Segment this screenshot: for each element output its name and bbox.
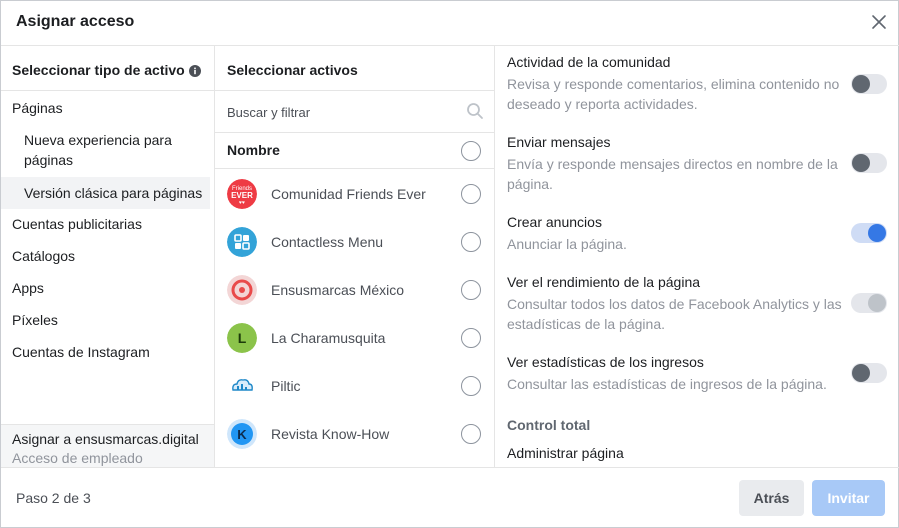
asset-row[interactable] [215,362,494,410]
asset-name: Ensusmarcas México [271,282,405,298]
asset-avatar [227,227,257,257]
asset-row[interactable] [215,266,494,314]
asset-row[interactable] [215,170,494,218]
toggle-knob [852,154,870,172]
dialog-title: Asignar acceso [16,13,135,30]
permission-title: Crear anuncios [507,214,602,230]
permission-description: Consultar las estadísticas de ingresos de la página. [507,376,827,392]
search-icon[interactable] [466,102,484,125]
toggle-knob [852,75,870,93]
close-icon[interactable] [868,11,890,33]
asset-radio[interactable] [461,424,481,444]
assignee-role: Acceso de empleado [12,450,143,466]
permission-description: Anunciar la página. [507,236,627,252]
asset-name: Revista Know-How [271,426,390,442]
svg-text:L: L [237,330,247,346]
permission-create-ads [507,212,897,254]
toggle-page-performance[interactable] [851,293,887,313]
dialog-header [1,1,899,45]
asset-radio[interactable] [461,184,481,204]
svg-text:EVER: EVER [231,191,253,200]
permission-title: Enviar mensajes [507,134,611,150]
nav-item-apps[interactable]: Apps [12,280,44,296]
asset-radio[interactable] [461,376,481,396]
divider [215,168,494,169]
permission-send-messages [507,132,897,194]
permission-title: Ver estadísticas de los ingresos [507,354,704,370]
asset-avatar [227,179,257,209]
search-input[interactable] [227,101,457,123]
asset-type-title-text: Seleccionar tipo de activo [12,62,185,78]
permission-description: Consultar todos los datos de Facebook Analytics y las estadísticas de la página. [507,296,842,332]
search-bar [215,91,494,132]
nav-item-version-clasica[interactable]: Versión clásica para páginas [1,177,210,209]
toggle-knob [868,224,886,242]
back-button[interactable]: Atrás [739,480,804,516]
asset-radio[interactable] [461,232,481,252]
permissions-panel [495,46,899,467]
nav-item-pixeles[interactable]: Píxeles [12,312,58,328]
assets-panel [215,46,494,467]
select-all-radio[interactable] [461,141,481,161]
nav-item-nueva-experiencia[interactable]: Nueva experiencia para páginas [24,132,172,168]
asset-avatar [227,323,257,353]
asset-name: Contactless Menu [271,234,384,250]
asset-type-title [12,62,201,80]
toggle-knob [868,294,886,312]
nav-item-cuentas-instagram[interactable]: Cuentas de Instagram [12,344,150,360]
divider [1,90,214,91]
manage-page-permission: Administrar página [507,445,624,461]
asset-row[interactable] [215,410,494,458]
toggle-create-ads[interactable] [851,223,887,243]
footer-divider [1,467,899,468]
nav-item-paginas[interactable]: Páginas [12,100,63,116]
assets-title: Seleccionar activos [227,62,358,78]
permission-title: Ver el rendimiento de la página [507,274,701,290]
svg-text:K: K [237,427,247,442]
divider [215,132,494,133]
toggle-revenue-insights[interactable] [851,363,887,383]
permission-revenue-insights [507,352,897,394]
nav-item-cuentas-publicitarias[interactable]: Cuentas publicitarias [12,216,142,232]
permission-description: Revisa y responde comentarios, elimina contenido no deseado y reporta actividades. [507,76,840,112]
permission-description: Envía y responde mensajes directos en nombre de la página. [507,156,838,192]
asset-row[interactable] [215,314,494,362]
asset-avatar [227,371,257,401]
asset-radio[interactable] [461,328,481,348]
toggle-community-activity[interactable] [851,74,887,94]
nav-item-catalogos[interactable]: Catálogos [12,248,76,264]
permission-title: Actividad de la comunidad [507,54,671,70]
asset-name: La Charamusquita [271,330,386,346]
invite-button[interactable]: Invitar [812,480,885,516]
asset-radio[interactable] [461,280,481,300]
asset-row[interactable] [215,218,494,266]
toggle-knob [852,364,870,382]
full-control-heading: Control total [507,417,591,433]
info-icon[interactable] [189,64,201,80]
name-column-header: Nombre [227,142,280,158]
svg-text:♥♥: ♥♥ [239,200,245,206]
asset-type-panel [1,46,214,467]
permission-page-performance [507,272,897,334]
asset-avatar [227,275,257,305]
assignee-info [1,424,214,467]
step-indicator: Paso 2 de 3 [16,490,91,506]
asset-name: Comunidad Friends Ever [271,186,426,202]
asset-avatar [227,419,257,449]
svg-text:Friends: Friends [231,186,253,192]
toggle-send-messages[interactable] [851,153,887,173]
permission-community-activity [507,52,897,114]
assignee-name: Asignar a ensusmarcas.digital [12,431,199,447]
asset-name: Piltic [271,378,301,394]
